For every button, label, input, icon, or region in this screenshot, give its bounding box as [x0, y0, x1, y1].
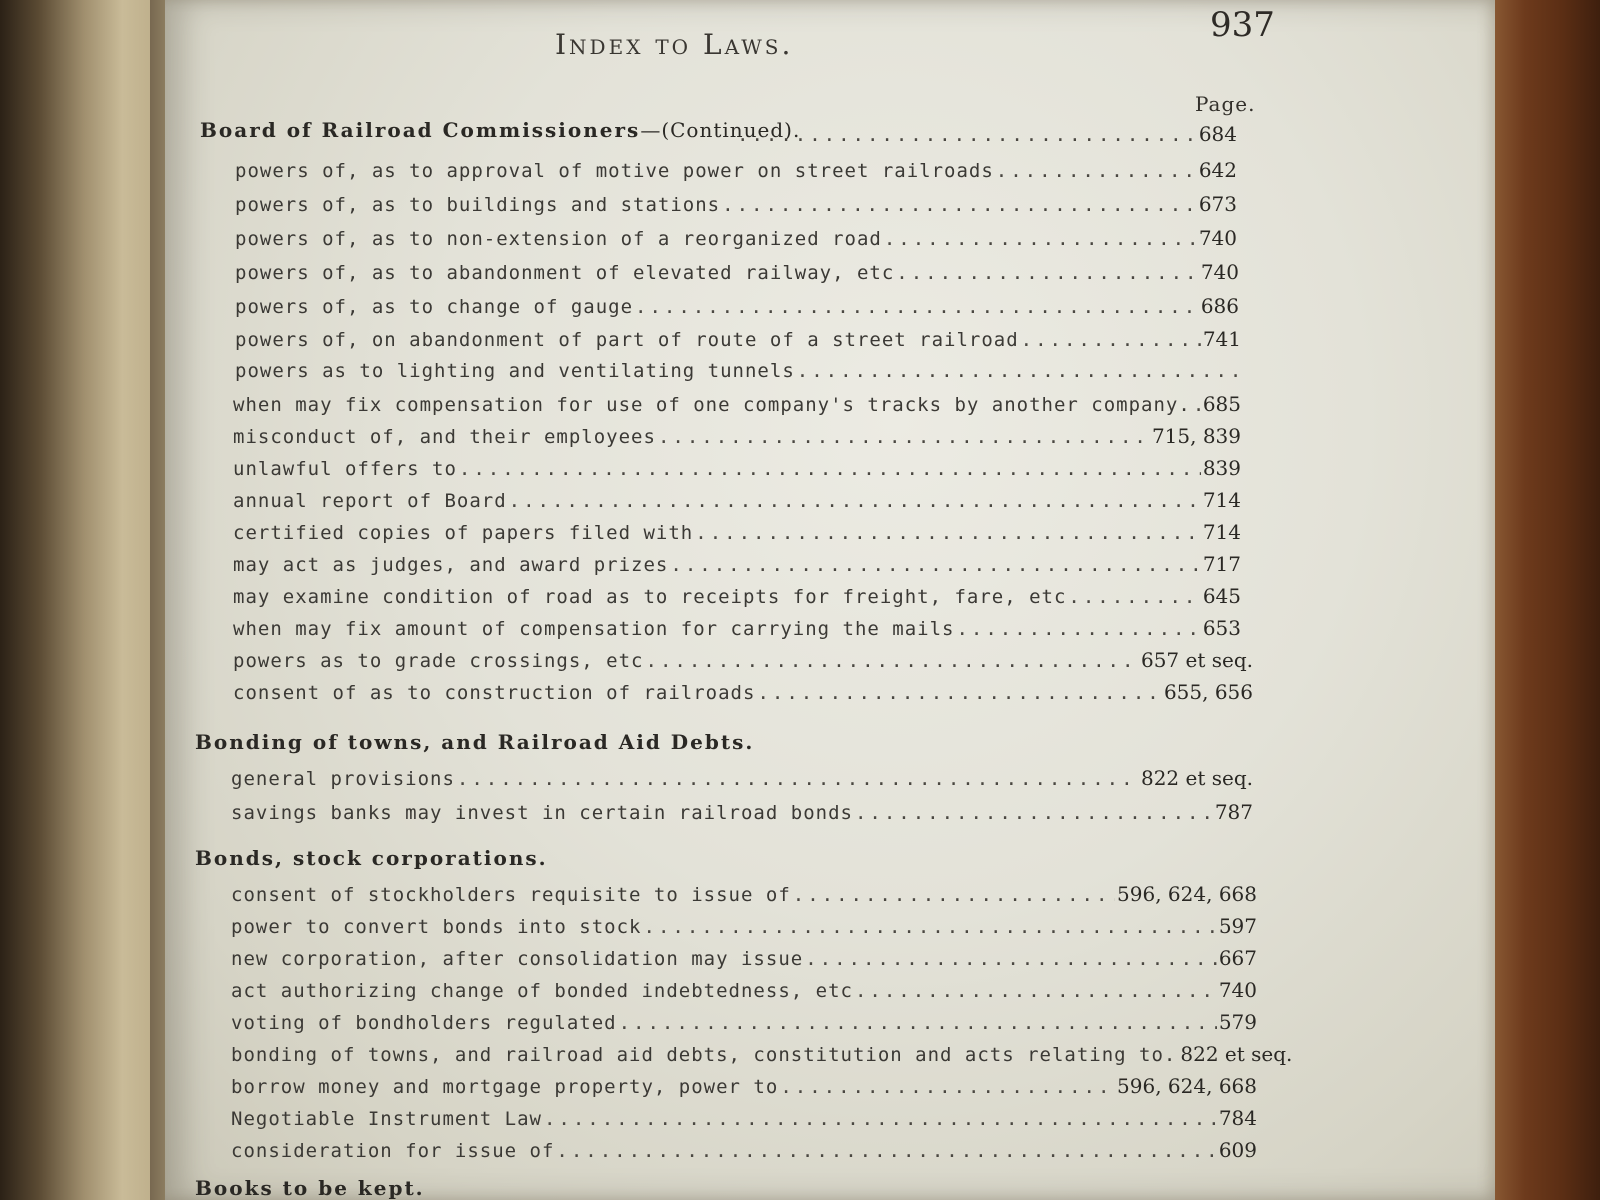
- section-heading: [195, 730, 754, 754]
- entry-page: 822 et seq.: [1180, 1042, 1293, 1066]
- entry-text: power to convert bonds into stock: [231, 916, 642, 938]
- entry-text: certified copies of papers filed with: [233, 522, 694, 544]
- entry-text: annual report of Board: [233, 490, 507, 512]
- entry-text: savings banks may invest in certain railroad bonds: [231, 802, 853, 824]
- index-content: [195, 0, 1445, 1200]
- entry-page: 596, 624, 668: [1117, 882, 1257, 906]
- entry-page: 685: [1202, 392, 1241, 416]
- leader-dots: [1193, 394, 1201, 416]
- index-entry: [235, 226, 1237, 250]
- entry-text: may act as judges, and award prizes: [233, 554, 669, 576]
- entry-text: misconduct of, and their employees: [233, 426, 656, 448]
- entry-page: 684: [1198, 122, 1237, 146]
- entry-text: powers of, on abandonment of part of route of a street railroad: [235, 329, 1019, 351]
- entry-page: 714: [1202, 488, 1241, 512]
- leader-dots: [644, 916, 1217, 938]
- leader-dots: [956, 618, 1200, 640]
- entry-page: 717: [1202, 552, 1241, 576]
- entry-page: 784: [1218, 1106, 1257, 1130]
- leader-dots: [896, 262, 1199, 284]
- running-title: Index to Laws.: [555, 28, 794, 61]
- entry-page: 673: [1198, 192, 1237, 216]
- index-entry: [233, 680, 1253, 704]
- section-heading: [195, 846, 548, 870]
- section-title: Bonds, stock corporations.: [195, 846, 548, 870]
- entry-page: 740: [1218, 978, 1257, 1002]
- entry-text: when may fix amount of compensation for carrying the mails: [233, 618, 955, 640]
- left-page-stack: [0, 0, 175, 1200]
- entry-text: powers of, as to abandonment of elevated railway, etc: [235, 262, 895, 284]
- leader-dots: [556, 1140, 1216, 1162]
- entry-page: 645: [1202, 584, 1241, 608]
- entry-page: 839: [1202, 456, 1241, 480]
- leader-dots: [658, 426, 1150, 448]
- entry-page: 657 et seq.: [1140, 648, 1253, 672]
- leader-dots: [695, 522, 1201, 544]
- entry-text: general provisions: [231, 768, 455, 790]
- index-entry: [235, 192, 1237, 216]
- index-entry: [231, 1074, 1257, 1098]
- continued-label: —(Continued).: [640, 118, 801, 142]
- entry-text: voting of bondholders regulated: [231, 1012, 617, 1034]
- leader-dots: [722, 194, 1197, 216]
- entry-page: 822 et seq.: [1140, 766, 1253, 790]
- leader-dots: [805, 948, 1217, 970]
- leader-dots: [459, 458, 1201, 480]
- entry-text: bonding of towns, and railroad aid debts, constitution and acts relating to.: [231, 1044, 1177, 1066]
- leader-dots: [509, 490, 1201, 512]
- section-title: Board of Railroad Commissioners: [200, 118, 641, 142]
- leader-dots: [996, 160, 1197, 182]
- leader-dots: [544, 1108, 1217, 1130]
- book-page: [165, 0, 1495, 1200]
- index-entry: [233, 392, 1241, 416]
- index-entry: [231, 914, 1257, 938]
- entry-text: when may fix compensation for use of one company's tracks by another company.: [233, 394, 1191, 416]
- entry-page: 596, 624, 668: [1117, 1074, 1257, 1098]
- section-title: Bonding of towns, and Railroad Aid Debts.: [195, 730, 755, 754]
- index-entry: [233, 456, 1241, 480]
- leader-dots: [855, 980, 1217, 1002]
- entry-text: consent of as to construction of railroads: [233, 682, 756, 704]
- leader-dots: [646, 650, 1139, 672]
- leader-dots: [737, 124, 1197, 146]
- entry-page: 597: [1218, 914, 1257, 938]
- section-heading: [195, 1176, 425, 1200]
- leader-dots: [1021, 329, 1201, 351]
- index-entry: [231, 766, 1253, 790]
- index-entry: [233, 648, 1253, 672]
- entry-page: 609: [1218, 1138, 1257, 1162]
- entry-text: act authorizing change of bonded indebtedness, etc: [231, 980, 853, 1002]
- entry-text: powers as to grade crossings, etc: [233, 650, 644, 672]
- index-entry: [231, 946, 1257, 970]
- leader-dots: [884, 228, 1197, 250]
- leader-dots: [635, 296, 1199, 318]
- index-entry: [231, 978, 1257, 1002]
- index-entry: [235, 158, 1237, 182]
- index-entry: [235, 327, 1241, 351]
- index-entry: [233, 584, 1241, 608]
- index-entry: [231, 1010, 1257, 1034]
- entry-text: powers of, as to change of gauge: [235, 296, 634, 318]
- entry-page: 787: [1214, 800, 1253, 824]
- index-entry: [231, 1138, 1257, 1162]
- entry-text: may examine condition of road as to receipts for freight, fare, etc: [233, 586, 1067, 608]
- page-column-label: Page.: [1195, 92, 1256, 116]
- index-entry: [233, 488, 1241, 512]
- index-entry: [735, 122, 1237, 146]
- index-entry: [231, 1042, 1293, 1066]
- index-entry: [231, 1106, 1257, 1130]
- section-title: Books to be kept.: [195, 1176, 425, 1200]
- index-entry: [231, 882, 1257, 906]
- leader-dots: [757, 682, 1162, 704]
- entry-page: 740: [1198, 226, 1237, 250]
- entry-page: 740: [1200, 260, 1239, 284]
- entry-page: 715, 839: [1151, 424, 1241, 448]
- leader-dots: [670, 554, 1200, 576]
- section-heading: [200, 118, 800, 142]
- leader-dots: [793, 884, 1115, 906]
- entry-page: 579: [1218, 1010, 1257, 1034]
- index-entry: [235, 360, 1241, 382]
- leader-dots: [457, 768, 1139, 790]
- index-entry: [235, 260, 1239, 284]
- page-number: 937: [1210, 5, 1275, 45]
- entry-text: powers as to lighting and ventilating tunnels: [235, 360, 795, 382]
- entry-page: 741: [1202, 327, 1241, 351]
- entry-page: 714: [1202, 520, 1241, 544]
- leader-dots: [797, 360, 1239, 382]
- index-entry: [233, 552, 1241, 576]
- entry-text: borrow money and mortgage property, power to: [231, 1076, 779, 1098]
- index-entry: [233, 424, 1241, 448]
- entry-text: new corporation, after consolidation may issue: [231, 948, 804, 970]
- entry-text: Negotiable Instrument Law: [231, 1108, 542, 1130]
- index-entry: [233, 616, 1241, 640]
- leader-dots: [1068, 586, 1200, 608]
- leader-dots: [855, 802, 1213, 824]
- entry-page: 667: [1218, 946, 1257, 970]
- entry-text: powers of, as to buildings and stations: [235, 194, 721, 216]
- entry-page: 653: [1202, 616, 1241, 640]
- index-entry: [235, 294, 1239, 318]
- leader-dots: [619, 1012, 1217, 1034]
- entry-page: 686: [1200, 294, 1239, 318]
- entry-text: consent of stockholders requisite to issue of: [231, 884, 791, 906]
- entry-page: 655, 656: [1163, 680, 1253, 704]
- entry-text: unlawful offers to: [233, 458, 457, 480]
- entry-text: consideration for issue of: [231, 1140, 555, 1162]
- entry-text: powers of, as to non-extension of a reorganized road: [235, 228, 882, 250]
- index-entry: [231, 800, 1253, 824]
- entry-page: 642: [1198, 158, 1237, 182]
- index-entry: [233, 520, 1241, 544]
- entry-text: powers of, as to approval of motive power on street railroads: [235, 160, 994, 182]
- leader-dots: [780, 1076, 1115, 1098]
